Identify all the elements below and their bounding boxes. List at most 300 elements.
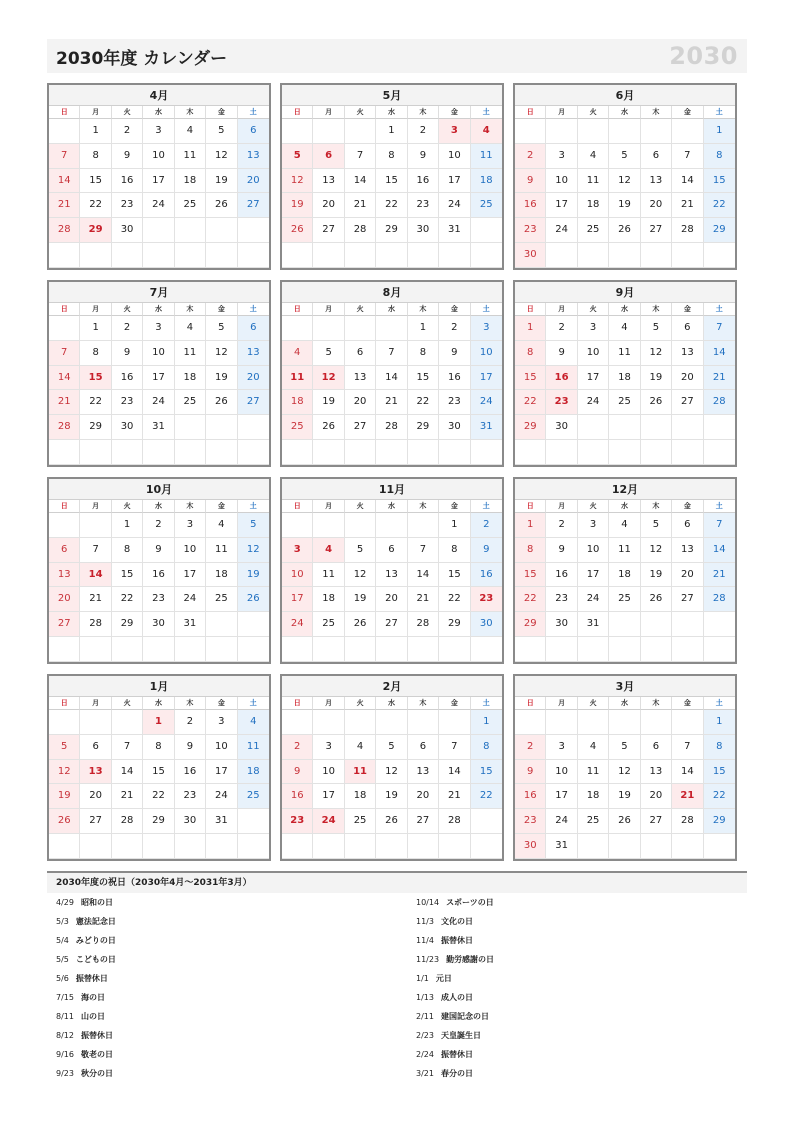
empty-cell	[238, 637, 269, 662]
day-cell: 19	[641, 563, 672, 588]
empty-cell	[471, 440, 502, 465]
day-cell: 1	[376, 119, 407, 144]
day-cell: 18	[609, 366, 640, 391]
day-cell: 9	[112, 144, 143, 169]
empty-cell	[641, 440, 672, 465]
empty-cell	[282, 513, 313, 538]
weekday-header: 土	[704, 106, 735, 119]
day-cell: 5	[641, 316, 672, 341]
empty-cell	[175, 243, 206, 268]
day-cell: 24	[313, 809, 344, 834]
day-cell: 8	[471, 735, 502, 760]
empty-cell	[376, 440, 407, 465]
empty-cell	[238, 243, 269, 268]
empty-cell	[49, 440, 80, 465]
day-cell: 31	[143, 415, 174, 440]
empty-cell	[641, 243, 672, 268]
day-cell: 29	[80, 415, 111, 440]
month-calendar	[280, 674, 504, 861]
day-cell: 19	[313, 390, 344, 415]
empty-cell	[439, 243, 470, 268]
month-title: 9月	[515, 282, 735, 303]
day-cell: 30	[515, 243, 546, 268]
day-cell: 25	[345, 809, 376, 834]
day-cell: 30	[408, 218, 439, 243]
empty-cell	[515, 440, 546, 465]
day-cell: 27	[345, 415, 376, 440]
empty-cell	[313, 243, 344, 268]
empty-cell	[641, 415, 672, 440]
day-cell: 6	[672, 316, 703, 341]
day-cell: 3	[546, 144, 577, 169]
day-cell: 12	[641, 341, 672, 366]
day-cell: 7	[345, 144, 376, 169]
day-cell: 23	[175, 784, 206, 809]
weekday-header: 日	[282, 303, 313, 316]
empty-cell	[282, 119, 313, 144]
holiday-name: 天皇誕生日	[440, 1031, 481, 1040]
empty-cell	[49, 243, 80, 268]
weekday-header: 金	[439, 697, 470, 710]
day-cell: 25	[206, 587, 237, 612]
day-cell: 6	[49, 538, 80, 563]
holidays-title: 2030年度の祝日（2030年4月～2031年3月）	[47, 871, 747, 893]
holiday-item	[56, 916, 116, 935]
day-cell: 6	[238, 119, 269, 144]
weekday-header: 火	[578, 106, 609, 119]
day-cell: 1	[408, 316, 439, 341]
weekday-header: 日	[49, 106, 80, 119]
weekday-header: 土	[471, 106, 502, 119]
empty-cell	[439, 834, 470, 859]
weekday-header: 水	[609, 500, 640, 513]
day-cell: 29	[376, 218, 407, 243]
empty-cell	[641, 612, 672, 637]
empty-cell	[313, 834, 344, 859]
day-cell: 23	[408, 193, 439, 218]
empty-cell	[282, 637, 313, 662]
holiday-item	[416, 973, 494, 992]
day-cell: 21	[112, 784, 143, 809]
holiday-name: 成人の日	[440, 993, 473, 1002]
day-cell: 4	[175, 119, 206, 144]
day-cell: 25	[471, 193, 502, 218]
day-cell: 18	[578, 193, 609, 218]
day-cell: 27	[672, 587, 703, 612]
day-cell: 6	[313, 144, 344, 169]
day-cell: 14	[49, 366, 80, 391]
month-title: 2月	[282, 676, 502, 697]
month-grid	[49, 303, 269, 465]
day-cell: 13	[641, 169, 672, 194]
holiday-item	[416, 954, 494, 973]
empty-cell	[49, 316, 80, 341]
day-cell: 30	[439, 415, 470, 440]
day-cell: 15	[704, 169, 735, 194]
day-cell: 9	[408, 144, 439, 169]
empty-cell	[471, 809, 502, 834]
empty-cell	[546, 440, 577, 465]
weekday-header: 木	[641, 500, 672, 513]
empty-cell	[376, 637, 407, 662]
day-cell: 19	[206, 366, 237, 391]
day-cell: 29	[143, 809, 174, 834]
day-cell: 31	[471, 415, 502, 440]
weekday-header: 土	[238, 500, 269, 513]
day-cell: 18	[471, 169, 502, 194]
day-cell: 13	[345, 366, 376, 391]
day-cell: 22	[112, 587, 143, 612]
weekday-header: 月	[546, 106, 577, 119]
day-cell: 3	[282, 538, 313, 563]
day-cell: 7	[672, 144, 703, 169]
day-cell: 16	[112, 366, 143, 391]
day-cell: 28	[408, 612, 439, 637]
day-cell: 25	[313, 612, 344, 637]
day-cell: 28	[439, 809, 470, 834]
day-cell: 2	[471, 513, 502, 538]
day-cell: 13	[672, 538, 703, 563]
day-cell: 18	[238, 760, 269, 785]
day-cell: 19	[345, 587, 376, 612]
day-cell: 12	[609, 169, 640, 194]
day-cell: 31	[175, 612, 206, 637]
holiday-name: みどりの日	[75, 936, 116, 945]
weekday-header: 土	[704, 303, 735, 316]
weekday-header: 水	[143, 697, 174, 710]
empty-cell	[238, 218, 269, 243]
day-cell: 28	[345, 218, 376, 243]
holiday-item	[56, 1049, 116, 1068]
day-cell: 15	[80, 366, 111, 391]
holiday-date: 1/1	[416, 974, 429, 983]
day-cell: 5	[376, 735, 407, 760]
day-cell: 13	[376, 563, 407, 588]
day-cell: 6	[641, 735, 672, 760]
empty-cell	[641, 119, 672, 144]
empty-cell	[704, 440, 735, 465]
empty-cell	[704, 834, 735, 859]
day-cell: 9	[143, 538, 174, 563]
empty-cell	[672, 612, 703, 637]
month-grid	[49, 500, 269, 662]
day-cell: 27	[80, 809, 111, 834]
day-cell: 1	[515, 316, 546, 341]
empty-cell	[112, 440, 143, 465]
month-calendar	[280, 477, 504, 664]
day-cell: 24	[578, 587, 609, 612]
day-cell: 7	[439, 735, 470, 760]
day-cell: 24	[143, 390, 174, 415]
day-cell: 4	[206, 513, 237, 538]
holiday-item	[416, 1068, 494, 1087]
day-cell: 2	[282, 735, 313, 760]
empty-cell	[609, 612, 640, 637]
weekday-header: 木	[408, 500, 439, 513]
day-cell: 3	[546, 735, 577, 760]
day-cell: 20	[672, 563, 703, 588]
day-cell: 1	[704, 119, 735, 144]
empty-cell	[515, 119, 546, 144]
holiday-date: 5/4	[56, 936, 69, 945]
day-cell: 2	[439, 316, 470, 341]
day-cell: 22	[471, 784, 502, 809]
day-cell: 14	[376, 366, 407, 391]
day-cell: 29	[439, 612, 470, 637]
day-cell: 13	[238, 341, 269, 366]
weekday-header: 水	[376, 500, 407, 513]
month-title: 3月	[515, 676, 735, 697]
empty-cell	[672, 710, 703, 735]
day-cell: 21	[672, 784, 703, 809]
day-cell: 16	[546, 563, 577, 588]
day-cell: 27	[238, 390, 269, 415]
empty-cell	[49, 513, 80, 538]
empty-cell	[471, 243, 502, 268]
empty-cell	[376, 243, 407, 268]
day-cell: 16	[546, 366, 577, 391]
day-cell: 30	[112, 218, 143, 243]
day-cell: 8	[80, 341, 111, 366]
month-grid	[282, 697, 502, 859]
month-title: 1月	[49, 676, 269, 697]
weekday-header: 水	[609, 303, 640, 316]
empty-cell	[609, 710, 640, 735]
day-cell: 22	[704, 193, 735, 218]
day-cell: 21	[672, 193, 703, 218]
empty-cell	[282, 440, 313, 465]
weekday-header: 土	[238, 303, 269, 316]
day-cell: 21	[80, 587, 111, 612]
day-cell: 26	[206, 193, 237, 218]
day-cell: 10	[546, 760, 577, 785]
day-cell: 29	[112, 612, 143, 637]
day-cell: 3	[471, 316, 502, 341]
day-cell: 16	[175, 760, 206, 785]
weekday-header: 月	[313, 106, 344, 119]
day-cell: 24	[175, 587, 206, 612]
day-cell: 13	[641, 760, 672, 785]
empty-cell	[238, 440, 269, 465]
day-cell: 14	[345, 169, 376, 194]
day-cell: 12	[206, 144, 237, 169]
holiday-date: 2/11	[416, 1012, 434, 1021]
day-cell: 28	[672, 809, 703, 834]
day-cell: 2	[175, 710, 206, 735]
month-title: 4月	[49, 85, 269, 106]
weekday-header: 木	[641, 106, 672, 119]
weekday-header: 水	[143, 500, 174, 513]
empty-cell	[175, 637, 206, 662]
day-cell: 4	[471, 119, 502, 144]
weekday-header: 月	[546, 303, 577, 316]
day-cell: 17	[439, 169, 470, 194]
empty-cell	[546, 119, 577, 144]
month-calendar	[47, 674, 271, 861]
empty-cell	[515, 637, 546, 662]
holiday-date: 10/14	[416, 898, 440, 907]
day-cell: 22	[80, 390, 111, 415]
day-cell: 31	[578, 612, 609, 637]
holiday-name: スポーツの日	[446, 898, 494, 907]
day-cell: 30	[546, 612, 577, 637]
day-cell: 1	[80, 316, 111, 341]
empty-cell	[609, 637, 640, 662]
day-cell: 25	[175, 390, 206, 415]
day-cell: 5	[206, 119, 237, 144]
day-cell: 22	[439, 587, 470, 612]
holiday-item	[416, 992, 494, 1011]
day-cell: 29	[704, 218, 735, 243]
day-cell: 22	[80, 193, 111, 218]
empty-cell	[112, 710, 143, 735]
holiday-item	[56, 992, 116, 1011]
day-cell: 11	[471, 144, 502, 169]
weekday-header: 火	[345, 303, 376, 316]
empty-cell	[376, 316, 407, 341]
day-cell: 6	[408, 735, 439, 760]
day-cell: 20	[49, 587, 80, 612]
day-cell: 28	[49, 218, 80, 243]
day-cell: 28	[704, 390, 735, 415]
day-cell: 20	[313, 193, 344, 218]
day-cell: 3	[143, 119, 174, 144]
day-cell: 7	[112, 735, 143, 760]
day-cell: 22	[515, 587, 546, 612]
holiday-item	[416, 1049, 494, 1068]
weekday-header: 金	[206, 303, 237, 316]
weekday-header: 金	[439, 303, 470, 316]
empty-cell	[578, 440, 609, 465]
day-cell: 21	[376, 390, 407, 415]
day-cell: 4	[238, 710, 269, 735]
weekday-header: 月	[546, 697, 577, 710]
empty-cell	[578, 243, 609, 268]
holiday-item	[56, 1011, 116, 1030]
day-cell: 19	[49, 784, 80, 809]
day-cell: 25	[578, 809, 609, 834]
weekday-header: 火	[112, 106, 143, 119]
year-watermark: 2030	[669, 42, 738, 70]
day-cell: 8	[376, 144, 407, 169]
day-cell: 9	[439, 341, 470, 366]
weekday-header: 月	[313, 500, 344, 513]
day-cell: 3	[578, 316, 609, 341]
month-calendar	[513, 280, 737, 467]
day-cell: 9	[515, 169, 546, 194]
holiday-date: 11/4	[416, 936, 434, 945]
empty-cell	[345, 316, 376, 341]
page-title: 2030年度 カレンダー	[56, 48, 228, 69]
day-cell: 7	[672, 735, 703, 760]
day-cell: 21	[439, 784, 470, 809]
empty-cell	[206, 218, 237, 243]
empty-cell	[282, 316, 313, 341]
day-cell: 12	[313, 366, 344, 391]
empty-cell	[704, 637, 735, 662]
day-cell: 17	[471, 366, 502, 391]
day-cell: 9	[112, 341, 143, 366]
day-cell: 28	[672, 218, 703, 243]
day-cell: 12	[609, 760, 640, 785]
empty-cell	[143, 834, 174, 859]
day-cell: 11	[313, 563, 344, 588]
holiday-name: 山の日	[80, 1012, 105, 1021]
empty-cell	[641, 710, 672, 735]
weekday-header: 日	[282, 106, 313, 119]
day-cell: 24	[471, 390, 502, 415]
day-cell: 1	[143, 710, 174, 735]
month-grid	[515, 500, 735, 662]
day-cell: 16	[515, 193, 546, 218]
empty-cell	[206, 415, 237, 440]
holiday-item	[56, 1068, 116, 1087]
empty-cell	[578, 415, 609, 440]
day-cell: 30	[515, 834, 546, 859]
month-grid	[515, 303, 735, 465]
weekday-header: 月	[313, 303, 344, 316]
day-cell: 20	[238, 169, 269, 194]
weekday-header: 木	[175, 303, 206, 316]
empty-cell	[206, 637, 237, 662]
day-cell: 28	[704, 587, 735, 612]
day-cell: 23	[515, 218, 546, 243]
weekday-header: 水	[143, 303, 174, 316]
empty-cell	[143, 440, 174, 465]
month-calendar	[47, 83, 271, 270]
month-calendar	[513, 477, 737, 664]
empty-cell	[471, 218, 502, 243]
day-cell: 17	[578, 366, 609, 391]
day-cell: 24	[439, 193, 470, 218]
day-cell: 24	[546, 218, 577, 243]
weekday-header: 月	[80, 303, 111, 316]
empty-cell	[313, 316, 344, 341]
day-cell: 2	[515, 144, 546, 169]
day-cell: 8	[704, 144, 735, 169]
weekday-header: 月	[80, 697, 111, 710]
day-cell: 12	[345, 563, 376, 588]
holiday-date: 5/3	[56, 917, 69, 926]
empty-cell	[471, 637, 502, 662]
day-cell: 27	[641, 218, 672, 243]
empty-cell	[345, 834, 376, 859]
holiday-name: 憲法記念日	[75, 917, 116, 926]
day-cell: 8	[515, 341, 546, 366]
day-cell: 13	[238, 144, 269, 169]
day-cell: 6	[641, 144, 672, 169]
month-calendar	[513, 83, 737, 270]
empty-cell	[376, 710, 407, 735]
day-cell: 14	[672, 760, 703, 785]
weekday-header: 水	[609, 697, 640, 710]
day-cell: 21	[49, 193, 80, 218]
day-cell: 18	[578, 784, 609, 809]
day-cell: 27	[313, 218, 344, 243]
holiday-date: 7/15	[56, 993, 74, 1002]
day-cell: 18	[313, 587, 344, 612]
day-cell: 5	[49, 735, 80, 760]
day-cell: 7	[49, 144, 80, 169]
weekday-header: 木	[408, 106, 439, 119]
month-grid	[282, 106, 502, 268]
day-cell: 16	[282, 784, 313, 809]
weekday-header: 火	[345, 697, 376, 710]
day-cell: 19	[238, 563, 269, 588]
day-cell: 10	[206, 735, 237, 760]
weekday-header: 月	[80, 106, 111, 119]
day-cell: 10	[282, 563, 313, 588]
